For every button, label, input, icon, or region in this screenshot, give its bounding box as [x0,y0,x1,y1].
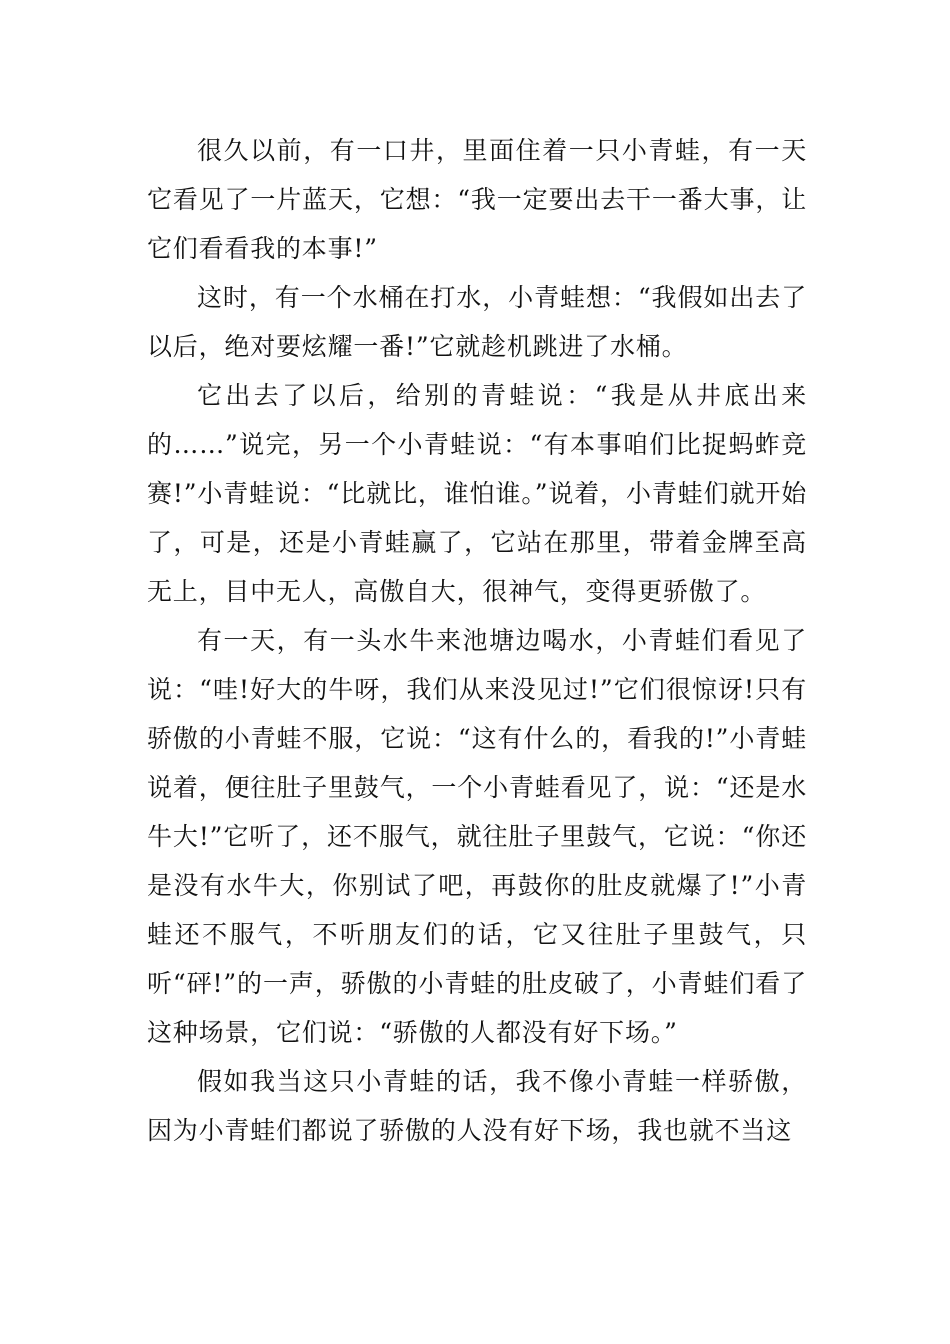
paragraph-1: 很久以前，有一口井，里面住着一只小青蛙，有一天它看见了一片蓝天，它想：“我一定要出去干一番大事，让它们看看我的本事!” [147,136,807,263]
paragraph-4: 有一天，有一头水牛来池塘边喝水，小青蛙们看见了说：“哇!好大的牛呀，我们从来没见过!”它们很惊讶!只有骄傲的小青蛙不服，它说：“这有什么的，看我的!”小青蛙说着，便往肚子里鼓气，一个小青蛙看见了，说：“还是水牛大!”它听了，还不服气，就往肚子里鼓气，它说：“你还是没有水牛大，你别试了吧，再鼓你的肚皮就爆了!”小青蛙还不服气，不听朋友们的话，它又往肚子里鼓气，只听“砰!”的一声，骄傲的小青蛙的肚皮破了，小青蛙们看了这种场景，它们说：“骄傲的人都没有好下场。” [147,626,807,1047]
paragraph-5: 假如我当这只小青蛙的话，我不像小青蛙一样骄傲，因为小青蛙们都说了骄傲的人没有好下场，我也就不当这 [147,1067,807,1145]
document-page [147,126,807,1155]
paragraph-3: 它出去了以后，给别的青蛙说：“我是从井底出来的……”说完，另一个小青蛙说：“有本事咱们比捉蚂蚱竞赛!”小青蛙说：“比就比，谁怕谁。”说着，小青蛙们就开始了，可是，还是小青蛙赢了，它站在那里，带着金牌至高无上，目中无人，高傲自大，很神气，变得更骄傲了。 [147,381,807,606]
paragraph-2: 这时，有一个水桶在打水，小青蛙想：“我假如出去了以后，绝对要炫耀一番!”它就趁机跳进了水桶。 [147,283,807,361]
